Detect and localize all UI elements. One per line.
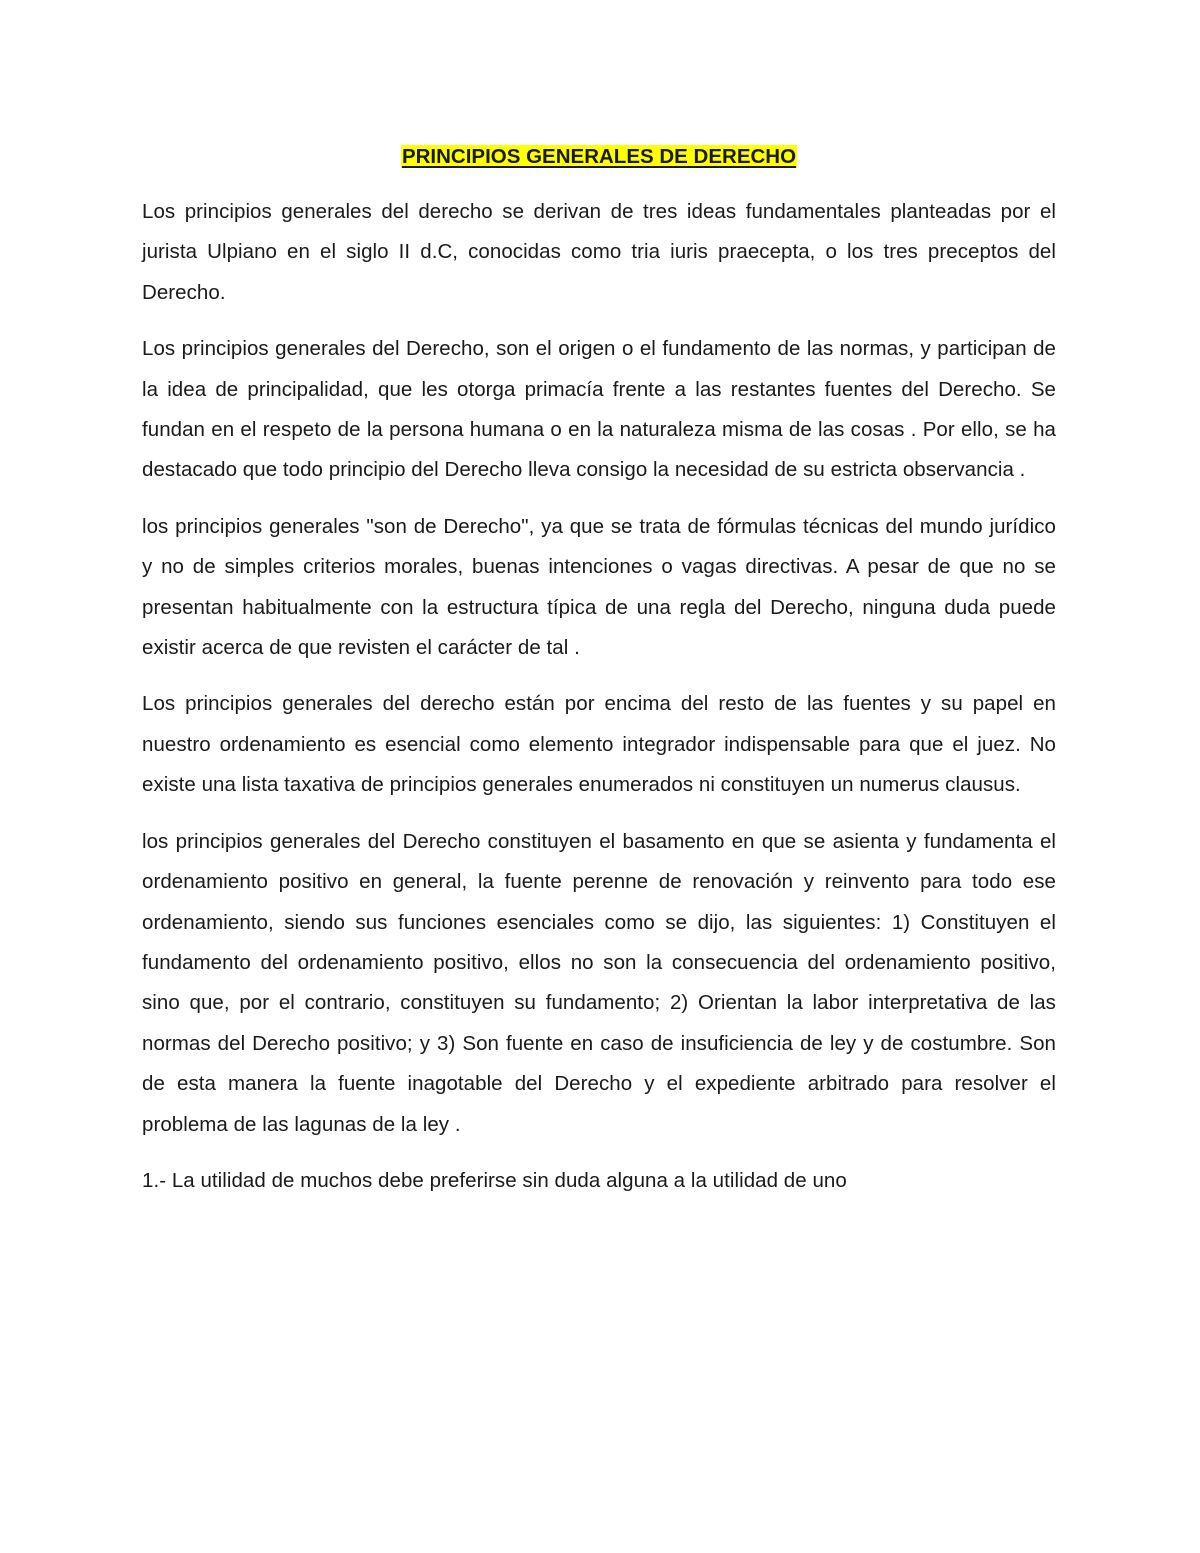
paragraph-principio-1: 1.- La utilidad de muchos debe preferirse sin duda alguna a la utilidad de uno	[142, 1168, 847, 1192]
paragraph-son-de-derecho: los principios generales "son de Derecho", ya que se trata de fórmulas técnicas del mundo jurídico y no de simples criterios morales, buenas intenciones o vagas directivas. A pesar de que no se presentan habitualmente con la estructura típica de una regla del Derecho, ninguna duda puede existir acerca de que revisten el carácter de tal .	[142, 514, 1056, 660]
document-page	[142, 140, 1056, 1217]
document-title-text: PRINCIPIOS GENERALES DE DERECHO	[401, 145, 797, 168]
paragraph-encima-fuentes: Los principios generales del derecho están por encima del resto de las fuentes y su papel en nuestro ordenamiento es esencial como elemento integrador indispensable para que el juez. No existe una lista taxativa de principios generales enumerados ni constituyen un numerus clausus.	[142, 692, 1056, 797]
paragraph-origen-normas: Los principios generales del Derecho, son el origen o el fundamento de las normas, y participan de la idea de principalidad, que les otorga primacía frente a las restantes fuentes del Derecho. Se fundan en el respeto de la persona humana o en la naturaleza misma de las cosas . Por ello, se ha destacado que todo principio del Derecho lleva consigo la necesidad de su estricta observancia .	[142, 337, 1056, 482]
document-title	[142, 140, 1056, 174]
paragraph-ulpiano: Los principios generales del derecho se derivan de tres ideas fundamentales planteadas por el jurista Ulpiano en el siglo II d.C, conocidas como tria iuris praecepta, o los tres preceptos del Derecho.	[142, 200, 1056, 304]
paragraph-basamento: los principios generales del Derecho constituyen el basamento en que se asienta y fundamenta el ordenamiento positivo en general, la fuente perenne de renovación y reinvento para todo ese ordenamiento, siendo sus funciones esenciales como se dijo, las siguientes: 1) Constituyen el fundamento del ordenamiento positivo, ellos no son la consecuencia del ordenamiento positivo, sino que, por el contrario, constituyen su fundamento; 2) Orientan la labor interpretativa de las normas del Derecho positivo; y 3) Son fuente en caso de insuficiencia de ley y de costumbre. Son de esta manera la fuente inagotable del Derecho y el expediente arbitrado para resolver el problema de las lagunas de la ley .	[142, 829, 1056, 1136]
